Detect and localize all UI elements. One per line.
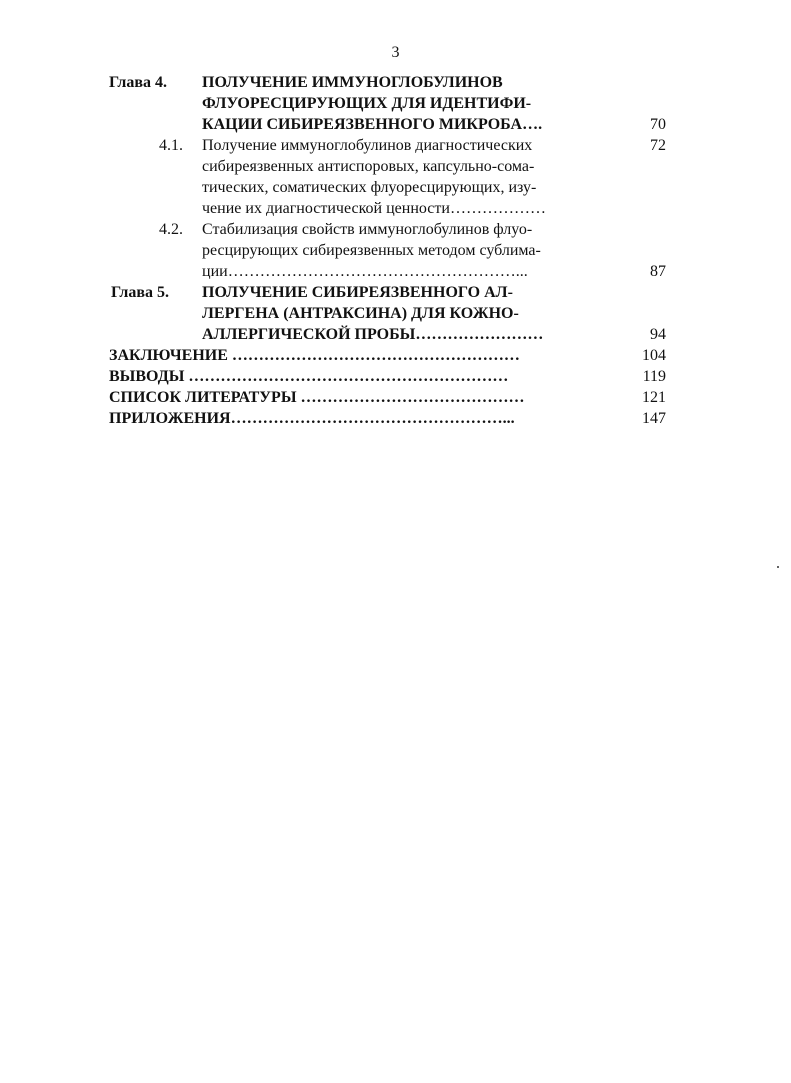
section-4-1-line-2: сибиреязвенных антиспоровых, капсульно-сома- xyxy=(202,158,535,175)
chapter-4-title-line-3: КАЦИИ СИБИРЕЯЗВЕННОГО МИКРОБА…. xyxy=(202,116,543,133)
appendices-page: 147 xyxy=(642,410,666,427)
scan-speck xyxy=(777,566,779,568)
page-number: 3 xyxy=(391,44,400,61)
chapter-4-title-line-2: ФЛУОРЕСЦИРУЮЩИХ ДЛЯ ИДЕНТИФИ- xyxy=(202,95,532,112)
chapter-5-page: 94 xyxy=(650,326,666,343)
findings-label: ВЫВОДЫ …………………………………………………… xyxy=(109,368,509,385)
chapter-5-title-line-2: ЛЕРГЕНА (АНТРАКСИНА) ДЛЯ КОЖНО- xyxy=(202,305,519,322)
section-4-1-line-1: Получение иммуноглобулинов диагностических xyxy=(202,137,533,154)
chapter-5-title-line-3: АЛЛЕРГИЧЕСКОЙ ПРОБЫ…………………… xyxy=(202,326,544,343)
chapter-4-title-line-1: ПОЛУЧЕНИЕ ИММУНОГЛОБУЛИНОВ xyxy=(202,74,503,91)
section-4-2-line-2: ресцирующих сибиреязвенных методом сублима- xyxy=(202,242,541,259)
section-4-2-line-1: Стабилизация свойств иммуноглобулинов флуо- xyxy=(202,221,533,238)
section-4-2-page: 87 xyxy=(650,263,666,280)
chapter-5-title-line-1: ПОЛУЧЕНИЕ СИБИРЕЯЗВЕННОГО АЛ- xyxy=(202,284,513,301)
chapter-4-page: 70 xyxy=(650,116,666,133)
findings-page: 119 xyxy=(642,368,666,385)
chapter-4-label: Глава 4. xyxy=(109,74,167,91)
section-4-1-line-3: тических, соматических флуоресцирующих, изу- xyxy=(202,179,537,196)
appendices-label: ПРИЛОЖЕНИЯ……………………………………………... xyxy=(109,410,515,427)
section-4-1-page: 72 xyxy=(650,137,666,154)
chapter-5-label: Глава 5. xyxy=(111,284,169,301)
conclusion-page: 104 xyxy=(642,347,666,364)
section-4-1-number: 4.1. xyxy=(159,137,183,154)
references-label: СПИСОК ЛИТЕРАТУРЫ …………………………………… xyxy=(109,389,525,406)
section-4-2-number: 4.2. xyxy=(159,221,183,238)
section-4-2-line-3: ции………………………………………………... xyxy=(202,263,528,280)
section-4-1-line-4: чение их диагностической ценности……………… xyxy=(202,200,546,217)
references-page: 121 xyxy=(642,389,666,406)
conclusion-label: ЗАКЛЮЧЕНИЕ ……………………………………………… xyxy=(109,347,520,364)
